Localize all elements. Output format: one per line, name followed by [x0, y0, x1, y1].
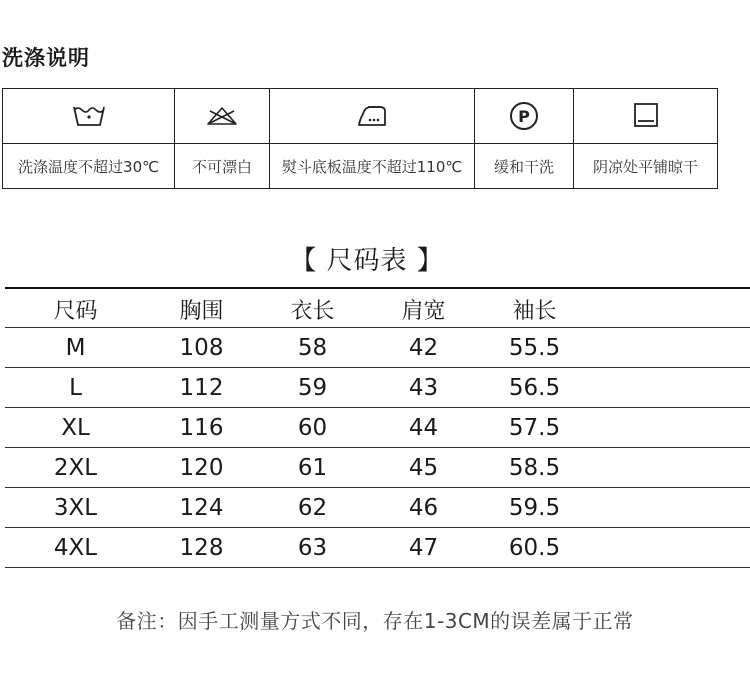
cell-size: L: [5, 368, 146, 408]
no-bleach-icon: [204, 103, 240, 129]
care-cell-dry: [574, 89, 718, 144]
cell-size: 3XL: [5, 488, 146, 528]
cell-sleeve: 57.5: [479, 408, 590, 448]
cell-size: 2XL: [5, 448, 146, 488]
cell-shoulder: 44: [368, 408, 479, 448]
header-sleeve: 袖长: [479, 292, 590, 328]
size-chart-table: [5, 292, 750, 568]
cell-length: 62: [257, 488, 368, 528]
care-instructions-title: 洗涤说明: [2, 46, 90, 70]
cell-size: 4XL: [5, 528, 146, 568]
table-row: [5, 488, 750, 528]
cell-size: M: [5, 328, 146, 368]
cell-chest: 128: [146, 528, 257, 568]
cell-sleeve: 60.5: [479, 528, 590, 568]
cell-shoulder: 43: [368, 368, 479, 408]
cell-size: XL: [5, 408, 146, 448]
cell-length: 61: [257, 448, 368, 488]
care-cell-dryclean: [475, 89, 574, 144]
table-row: [5, 328, 750, 368]
table-row: [5, 408, 750, 448]
cell-sleeve: 56.5: [479, 368, 590, 408]
cell-length: 59: [257, 368, 368, 408]
cell-shoulder: 47: [368, 528, 479, 568]
care-instructions-table: [2, 88, 718, 189]
care-cell-wash: [3, 89, 175, 144]
measurement-note: 备注：因手工测量方式不同，存在1-3CM的误差属于正常: [116, 609, 634, 633]
header-length: 衣长: [257, 292, 368, 328]
wash-30-icon: [69, 101, 109, 131]
dry-clean-p-icon: [507, 99, 541, 133]
table-row: [5, 448, 750, 488]
size-chart-title: 【 尺码表 】: [290, 246, 444, 276]
care-label-dryclean: 缓和干洗: [475, 144, 574, 189]
dry-flat-shade-icon: [630, 100, 662, 132]
cell-shoulder: 45: [368, 448, 479, 488]
dry-clean-letter: P: [518, 107, 530, 126]
header-size: 尺码: [5, 292, 146, 328]
cell-length: 60: [257, 408, 368, 448]
care-label-wash: 洗涤温度不超过30℃: [3, 144, 175, 189]
cell-chest: 120: [146, 448, 257, 488]
size-chart-header-row: [5, 292, 750, 328]
cell-shoulder: 46: [368, 488, 479, 528]
cell-chest: 124: [146, 488, 257, 528]
care-cell-bleach: [175, 89, 270, 144]
care-label-dry: 阴凉处平铺晾干: [574, 144, 718, 189]
cell-length: 63: [257, 528, 368, 568]
size-chart-top-rule: [5, 287, 750, 289]
care-label-iron: 熨斗底板温度不超过110℃: [270, 144, 475, 189]
cell-chest: 112: [146, 368, 257, 408]
cell-shoulder: 42: [368, 328, 479, 368]
care-label-bleach: 不可漂白: [175, 144, 270, 189]
header-chest: 胸围: [146, 292, 257, 328]
header-shoulder: 肩宽: [368, 292, 479, 328]
cell-sleeve: 59.5: [479, 488, 590, 528]
cell-chest: 108: [146, 328, 257, 368]
cell-chest: 116: [146, 408, 257, 448]
cell-length: 58: [257, 328, 368, 368]
cell-sleeve: 58.5: [479, 448, 590, 488]
care-cell-iron: [270, 89, 475, 144]
cell-sleeve: 55.5: [479, 328, 590, 368]
table-row: [5, 368, 750, 408]
iron-low-icon: [354, 102, 390, 130]
table-row: [5, 528, 750, 568]
